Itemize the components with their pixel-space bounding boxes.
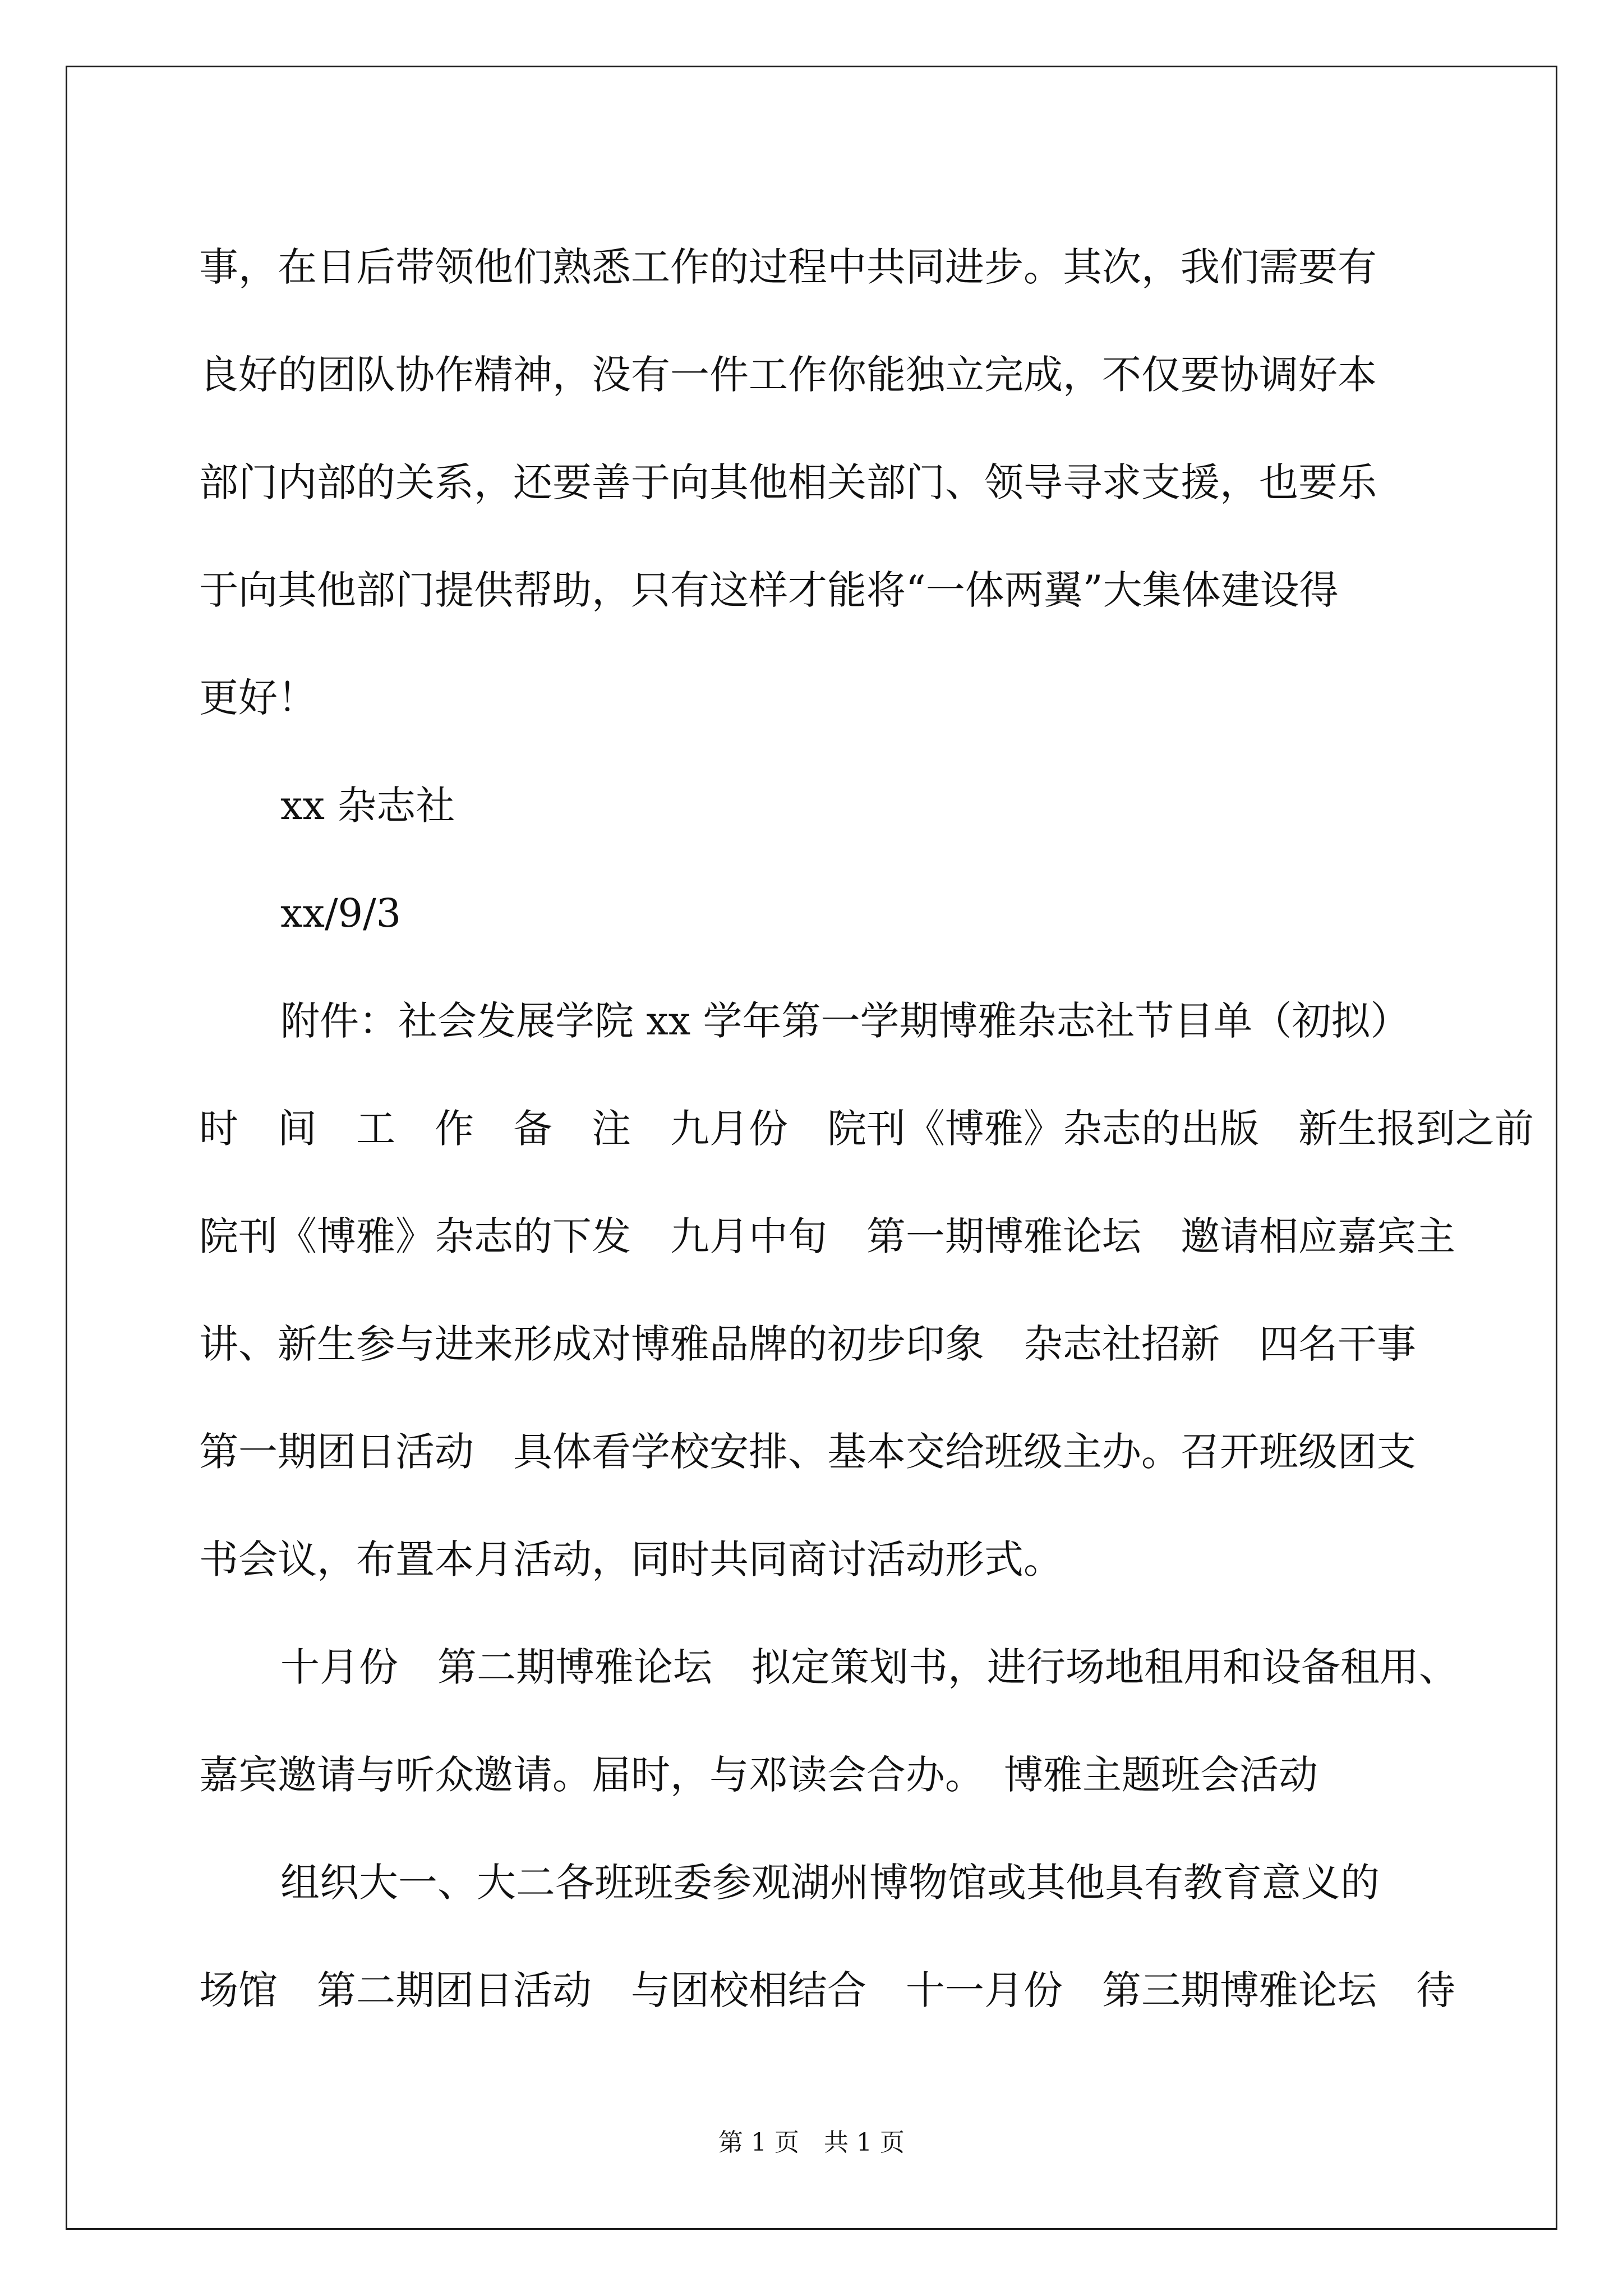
text-line: 事，在日后带领他们熟悉工作的过程中共同进步。其次，我们需要有 — [199, 244, 1377, 290]
text-line: 讲、新生参与进来形成对博雅品牌的初步印象 杂志社招新 四名干事 — [199, 1321, 1416, 1367]
signature-date: xx/9/3 — [280, 890, 402, 936]
text-line: 时 间 工 作 备 注 九月份 院刊《博雅》杂志的出版 新生报到之前 — [199, 1106, 1534, 1152]
text-line: 场馆 第二期团日活动 与团校相结合 十一月份 第三期博雅论坛 待 — [199, 1967, 1455, 2013]
text-line: 部门内部的关系，还要善于向其他相关部门、领导寻求支援，也要乐 — [199, 459, 1377, 505]
text-line: 于向其他部门提供帮助，只有这样才能将“一体两翼”大集体建设得 — [199, 567, 1339, 613]
text-line: 嘉宾邀请与听众邀请。届时，与邓读会合办。 博雅主题班会活动 — [199, 1752, 1318, 1798]
text-line: 十月份 第二期博雅论坛 拟定策划书，进行场地租用和设备租用、 — [280, 1644, 1458, 1690]
page-number-footer: 第 1 页 共 1 页 — [718, 2128, 905, 2157]
text-line: 第一期团日活动 具体看学校安排、基本交给班级主办。召开班级团支 — [199, 1429, 1416, 1475]
attachment-heading: 附件：社会发展学院 xx 学年第一学期博雅杂志社节目单（初拟） — [280, 998, 1410, 1044]
signature-org: xx 杂志社 — [280, 783, 455, 829]
text-line: 组织大一、大二各班班委参观湖州博物馆或其他具有教育意义的 — [280, 1860, 1380, 1906]
text-line: 书会议，布置本月活动，同时共同商讨活动形式。 — [199, 1536, 1063, 1582]
text-line: 更好！ — [199, 675, 317, 721]
text-line: 良好的团队协作精神，没有一件工作你能独立完成，不仅要协调好本 — [199, 352, 1377, 398]
text-line: 院刊《博雅》杂志的下发 九月中旬 第一期博雅论坛 邀请相应嘉宾主 — [199, 1213, 1455, 1259]
document-body — [199, 213, 1534, 2044]
